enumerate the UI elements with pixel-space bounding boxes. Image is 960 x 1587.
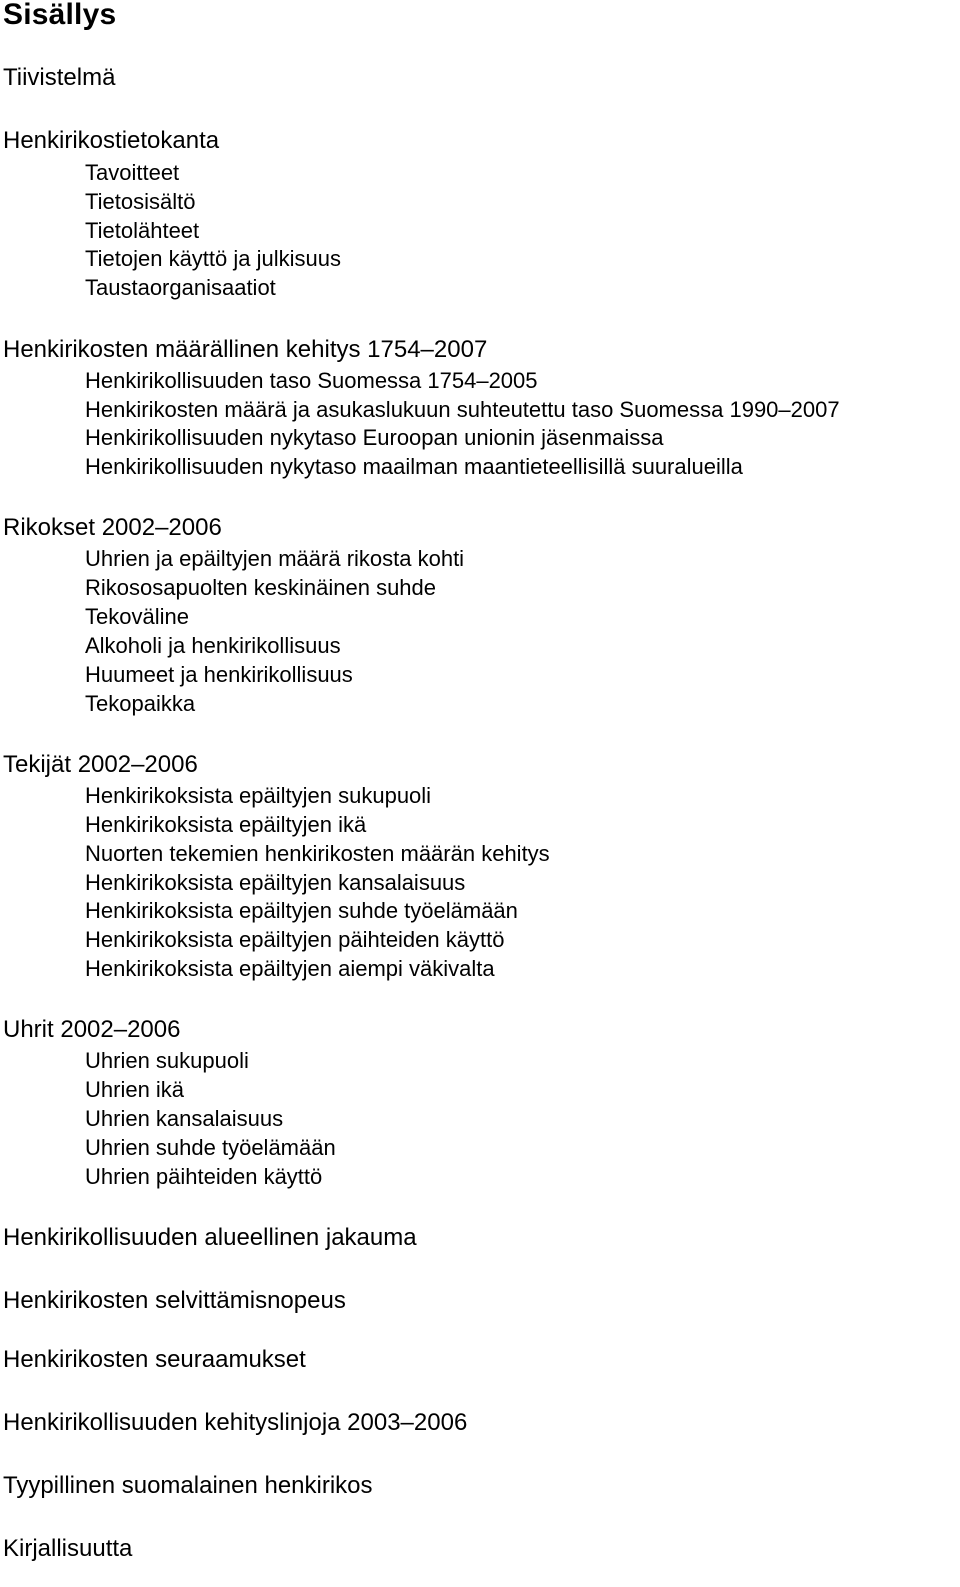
toc-subentry[interactable]: Rikososapuolten keskinäinen suhde: [85, 575, 437, 600]
toc-section-uhrit[interactable]: Uhrit 2002–2006: [3, 1016, 181, 1043]
toc-subentry[interactable]: Henkirikosten määrä ja asukaslukuun suhteutettu taso Suomessa 1990–2007: [85, 397, 840, 422]
toc-subentry[interactable]: Tietojen käyttö ja julkisuus: [85, 246, 341, 271]
toc-subentry[interactable]: Tietosisältö: [85, 189, 196, 214]
toc-subentry[interactable]: Henkirikollisuuden nykytaso Euroopan unionin jäsenmaissa: [85, 425, 664, 450]
toc-subentry[interactable]: Tekopaikka: [85, 691, 196, 716]
toc-section-henkirikostietokanta[interactable]: Henkirikostietokanta: [3, 127, 220, 154]
toc-section-rikokset[interactable]: Rikokset 2002–2006: [3, 514, 222, 541]
toc-subentry[interactable]: Henkirikoksista epäiltyjen ikä: [85, 812, 367, 837]
toc-subentry[interactable]: Henkirikoksista epäiltyjen kansalaisuus: [85, 870, 466, 895]
toc-subentry[interactable]: Uhrien kansalaisuus: [85, 1106, 284, 1131]
toc-subentry[interactable]: Uhrien ja epäiltyjen määrä rikosta kohti: [85, 546, 465, 571]
toc-subentry[interactable]: Taustaorganisaatiot: [85, 275, 276, 300]
toc-entry-alueellinen-jakauma[interactable]: Henkirikollisuuden alueellinen jakauma: [3, 1224, 417, 1251]
toc-subentry[interactable]: Uhrien päihteiden käyttö: [85, 1164, 323, 1189]
toc-entry-tiivistelma[interactable]: Tiivistelmä: [3, 64, 116, 91]
page-title: Sisällys: [3, 0, 117, 31]
toc-subentry[interactable]: Alkoholi ja henkirikollisuus: [85, 633, 341, 658]
toc-subentry[interactable]: Uhrien suhde työelämään: [85, 1135, 336, 1160]
toc-subentry[interactable]: Tavoitteet: [85, 160, 180, 185]
toc-entry-selvittamisnopeus[interactable]: Henkirikosten selvittämisnopeus: [3, 1287, 346, 1314]
toc-subentry[interactable]: Henkirikoksista epäiltyjen suhde työelämään: [85, 898, 518, 923]
toc-subentry[interactable]: Uhrien sukupuoli: [85, 1048, 249, 1073]
toc-subentry[interactable]: Nuorten tekemien henkirikosten määrän kehitys: [85, 841, 550, 866]
toc-subentry[interactable]: Uhrien ikä: [85, 1077, 185, 1102]
toc-section-tekijat[interactable]: Tekijät 2002–2006: [3, 751, 198, 778]
toc-entry-seuraamukset[interactable]: Henkirikosten seuraamukset: [3, 1346, 306, 1373]
toc-subentry[interactable]: Henkirikoksista epäiltyjen sukupuoli: [85, 783, 432, 808]
toc-subentry[interactable]: Henkirikoksista epäiltyjen päihteiden käyttö: [85, 927, 505, 952]
toc-subentry[interactable]: Tietolähteet: [85, 218, 200, 243]
toc-entry-tyypillinen[interactable]: Tyypillinen suomalainen henkirikos: [3, 1472, 373, 1499]
toc-subentry[interactable]: Huumeet ja henkirikollisuus: [85, 662, 353, 687]
toc-section-maarallinen-kehitys[interactable]: Henkirikosten määrällinen kehitys 1754–2007: [3, 336, 488, 363]
toc-subentry[interactable]: Henkirikollisuuden taso Suomessa 1754–2005: [85, 368, 538, 393]
toc-subentry[interactable]: Henkirikoksista epäiltyjen aiempi väkivalta: [85, 956, 495, 981]
toc-entry-kirjallisuutta[interactable]: Kirjallisuutta: [3, 1535, 133, 1562]
toc-subentry[interactable]: Tekoväline: [85, 604, 189, 629]
toc-entry-kehityslinjoja[interactable]: Henkirikollisuuden kehityslinjoja 2003–2006: [3, 1409, 468, 1436]
toc-subentry[interactable]: Henkirikollisuuden nykytaso maailman maantieteellisillä suuralueilla: [85, 454, 743, 479]
